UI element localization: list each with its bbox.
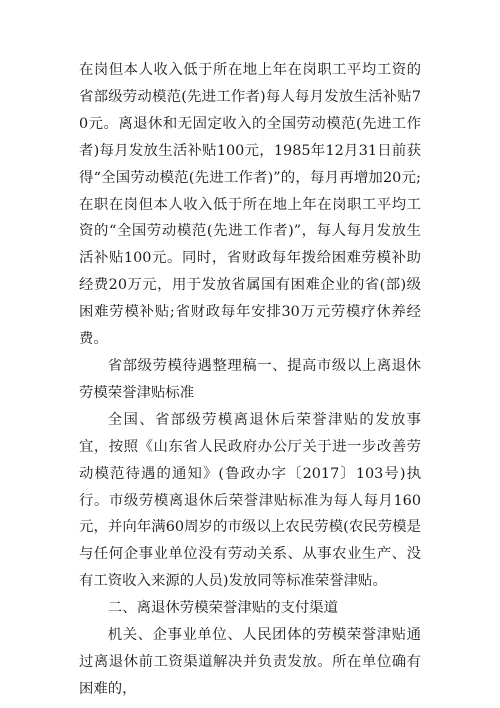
paragraph-section-two-heading: 二、离退休劳模荣誉津贴的支付渠道: [107, 600, 339, 617]
paragraph-payment-channel: 机关、企事业单位、人民团体的劳模荣誉津贴通过离退休前工资渠道解决并负责发放。所在单位确有困难的，: [79, 627, 421, 697]
paragraph-honor-allowance: 全国、省部级劳模离退休后荣誉津贴的发放事宜，按照《山东省人民政府办公厅关于进一步改善劳动模范待遇的通知》(鲁政办字〔2017〕103号)执行。市级劳模离退休后荣誉津贴标准为每人每月160元，并向年满60周岁的市级以上农民劳模(农民劳模是与任何企事业单位没有劳动关系、从事农业生产、没有工资收入来源的人员)发放同等标准荣誉津贴。: [79, 411, 421, 590]
paragraph-subsidy-continuation: 在岗但本人收入低于所在地上年在岗职工平均工资的省部级劳动模范(先进工作者)每人每月发放生活补贴70元。离退休和无固定收入的全国劳动模范(先进工作者)每月发放生活补贴100元，1985年12月31日前获得“全国劳动模范(先进工作者)”的，每月再增加20元;在职在岗但本人收入低于所在地上年在岗职工平均工资的“全国劳动模范(先进工作者)”，每人每月发放生活补贴100元。同时，省财政每年拨给困难劳模补助经费20万元，用于发放省属国有困难企业的省(部)级困难劳模补贴;省财政每年安排30万元劳模疗休养经费。: [79, 62, 421, 348]
paragraph-section-one-heading: 省部级劳模待遇整理稿一、提高市级以上离退休劳模荣誉津贴标准: [79, 357, 421, 401]
document-body: [79, 57, 421, 703]
